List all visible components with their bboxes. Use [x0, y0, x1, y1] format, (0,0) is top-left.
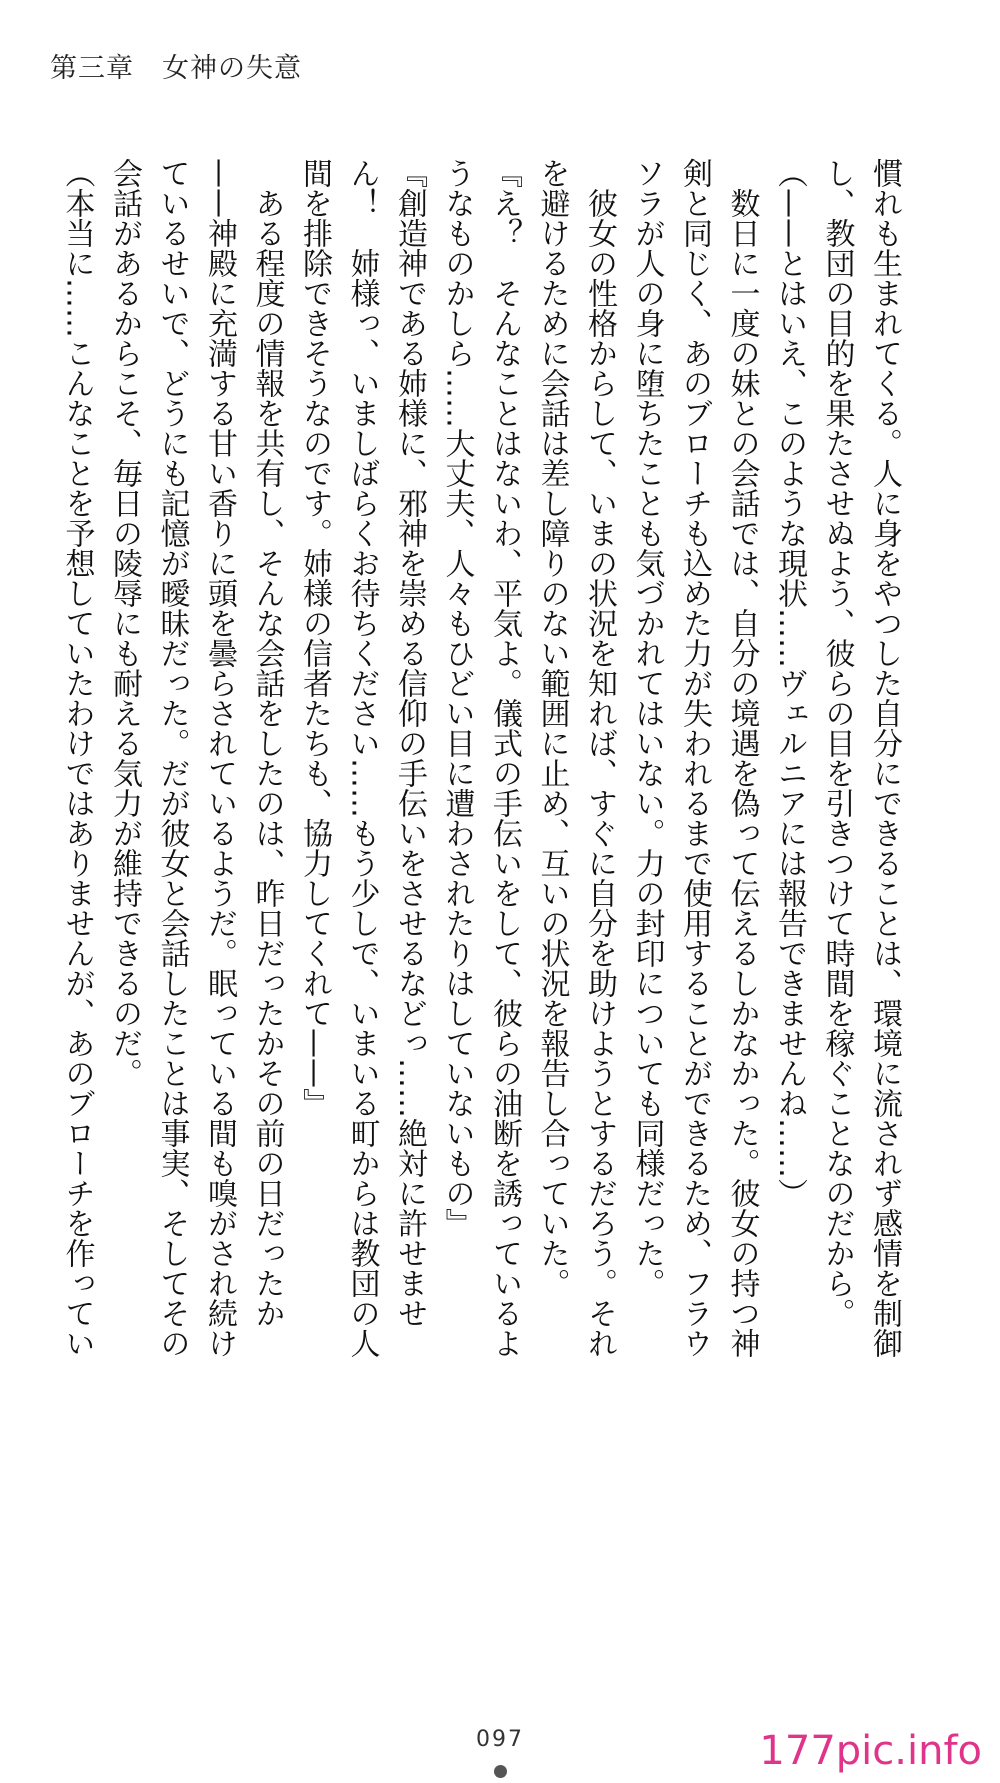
text-line: （本当に……こんなことを予想していたわけではありませんが、あのブローチを作ってい — [59, 158, 95, 1358]
text-line: うなものかしら……大丈夫、人々もひどい目に遭わされたりはしていないもの』 — [439, 158, 475, 1238]
text-line: ているせいで、どうにも記憶が曖昧だった。だが彼女と会話したことは事実、そしてその — [154, 158, 190, 1358]
page-number: 097 — [476, 1727, 524, 1752]
text-line: 間を排除できそうなのです。姉様の信者たちも、協力してくれて——』 — [297, 158, 332, 1118]
text-line: 『え？ そんなことはないわ、平気よ。儀式の手伝いをして、彼らの油断を誘っているよ — [487, 158, 522, 1358]
text-line: ある程度の情報を共有し、そんな会話をしたのは、昨日だったかその前の日だったか — [249, 158, 285, 1328]
text-line: 数日に一度の妹との会話では、自分の境遇を偽って伝えるしかなかった。彼女の持つ神 — [724, 158, 760, 1358]
text-line: 『創造神である姉様に、邪神を崇める信仰の手伝いをさせるなどっ……絶対に許せませ — [392, 158, 427, 1328]
text-line: ソラが人の身に堕ちたことも気づかれてはいない。力の封印についても同様だった。 — [629, 158, 665, 1298]
text-line: 彼女の性格からして、いまの状況を知れば、すぐに自分を助けようとするだろう。それ — [582, 158, 617, 1358]
vertical-body-text — [53, 158, 908, 1498]
text-line: 会話があるからこそ、毎日の陵辱にも耐える気力が維持できるのだ。 — [107, 158, 142, 1088]
chapter-header: 第三章 女神の失意 — [50, 53, 302, 84]
text-line: 剣と同じく、あのブローチも込めた力が失われるまで使用することができるため、フラウ — [677, 158, 712, 1358]
text-line: ——神殿に充満する甘い香りに頭を曇らされているようだ。眠っている間も嗅がされ続け — [202, 158, 237, 1358]
text-line: を避けるために会話は差し障りのない範囲に止め、互いの状況を報告し合っていた。 — [534, 158, 570, 1298]
text-line: （——とはいえ、このような現状……ヴェルニアには報告できませんね……） — [772, 158, 807, 1208]
watermark: 177pic.info — [759, 1728, 982, 1774]
page-ornament-dot-icon — [494, 1765, 507, 1778]
text-line: ん！ 姉様っ、いましばらくお待ちください……もう少しで、いまいる町からは教団の人 — [344, 158, 380, 1358]
text-line: し、教団の目的を果たさせぬよう、彼らの目を引きつけて時間を稼ぐことなのだから。 — [819, 158, 855, 1328]
text-line: 慣れも生まれてくる。人に身をやつした自分にできることは、環境に流されず感情を制御 — [867, 158, 902, 1358]
